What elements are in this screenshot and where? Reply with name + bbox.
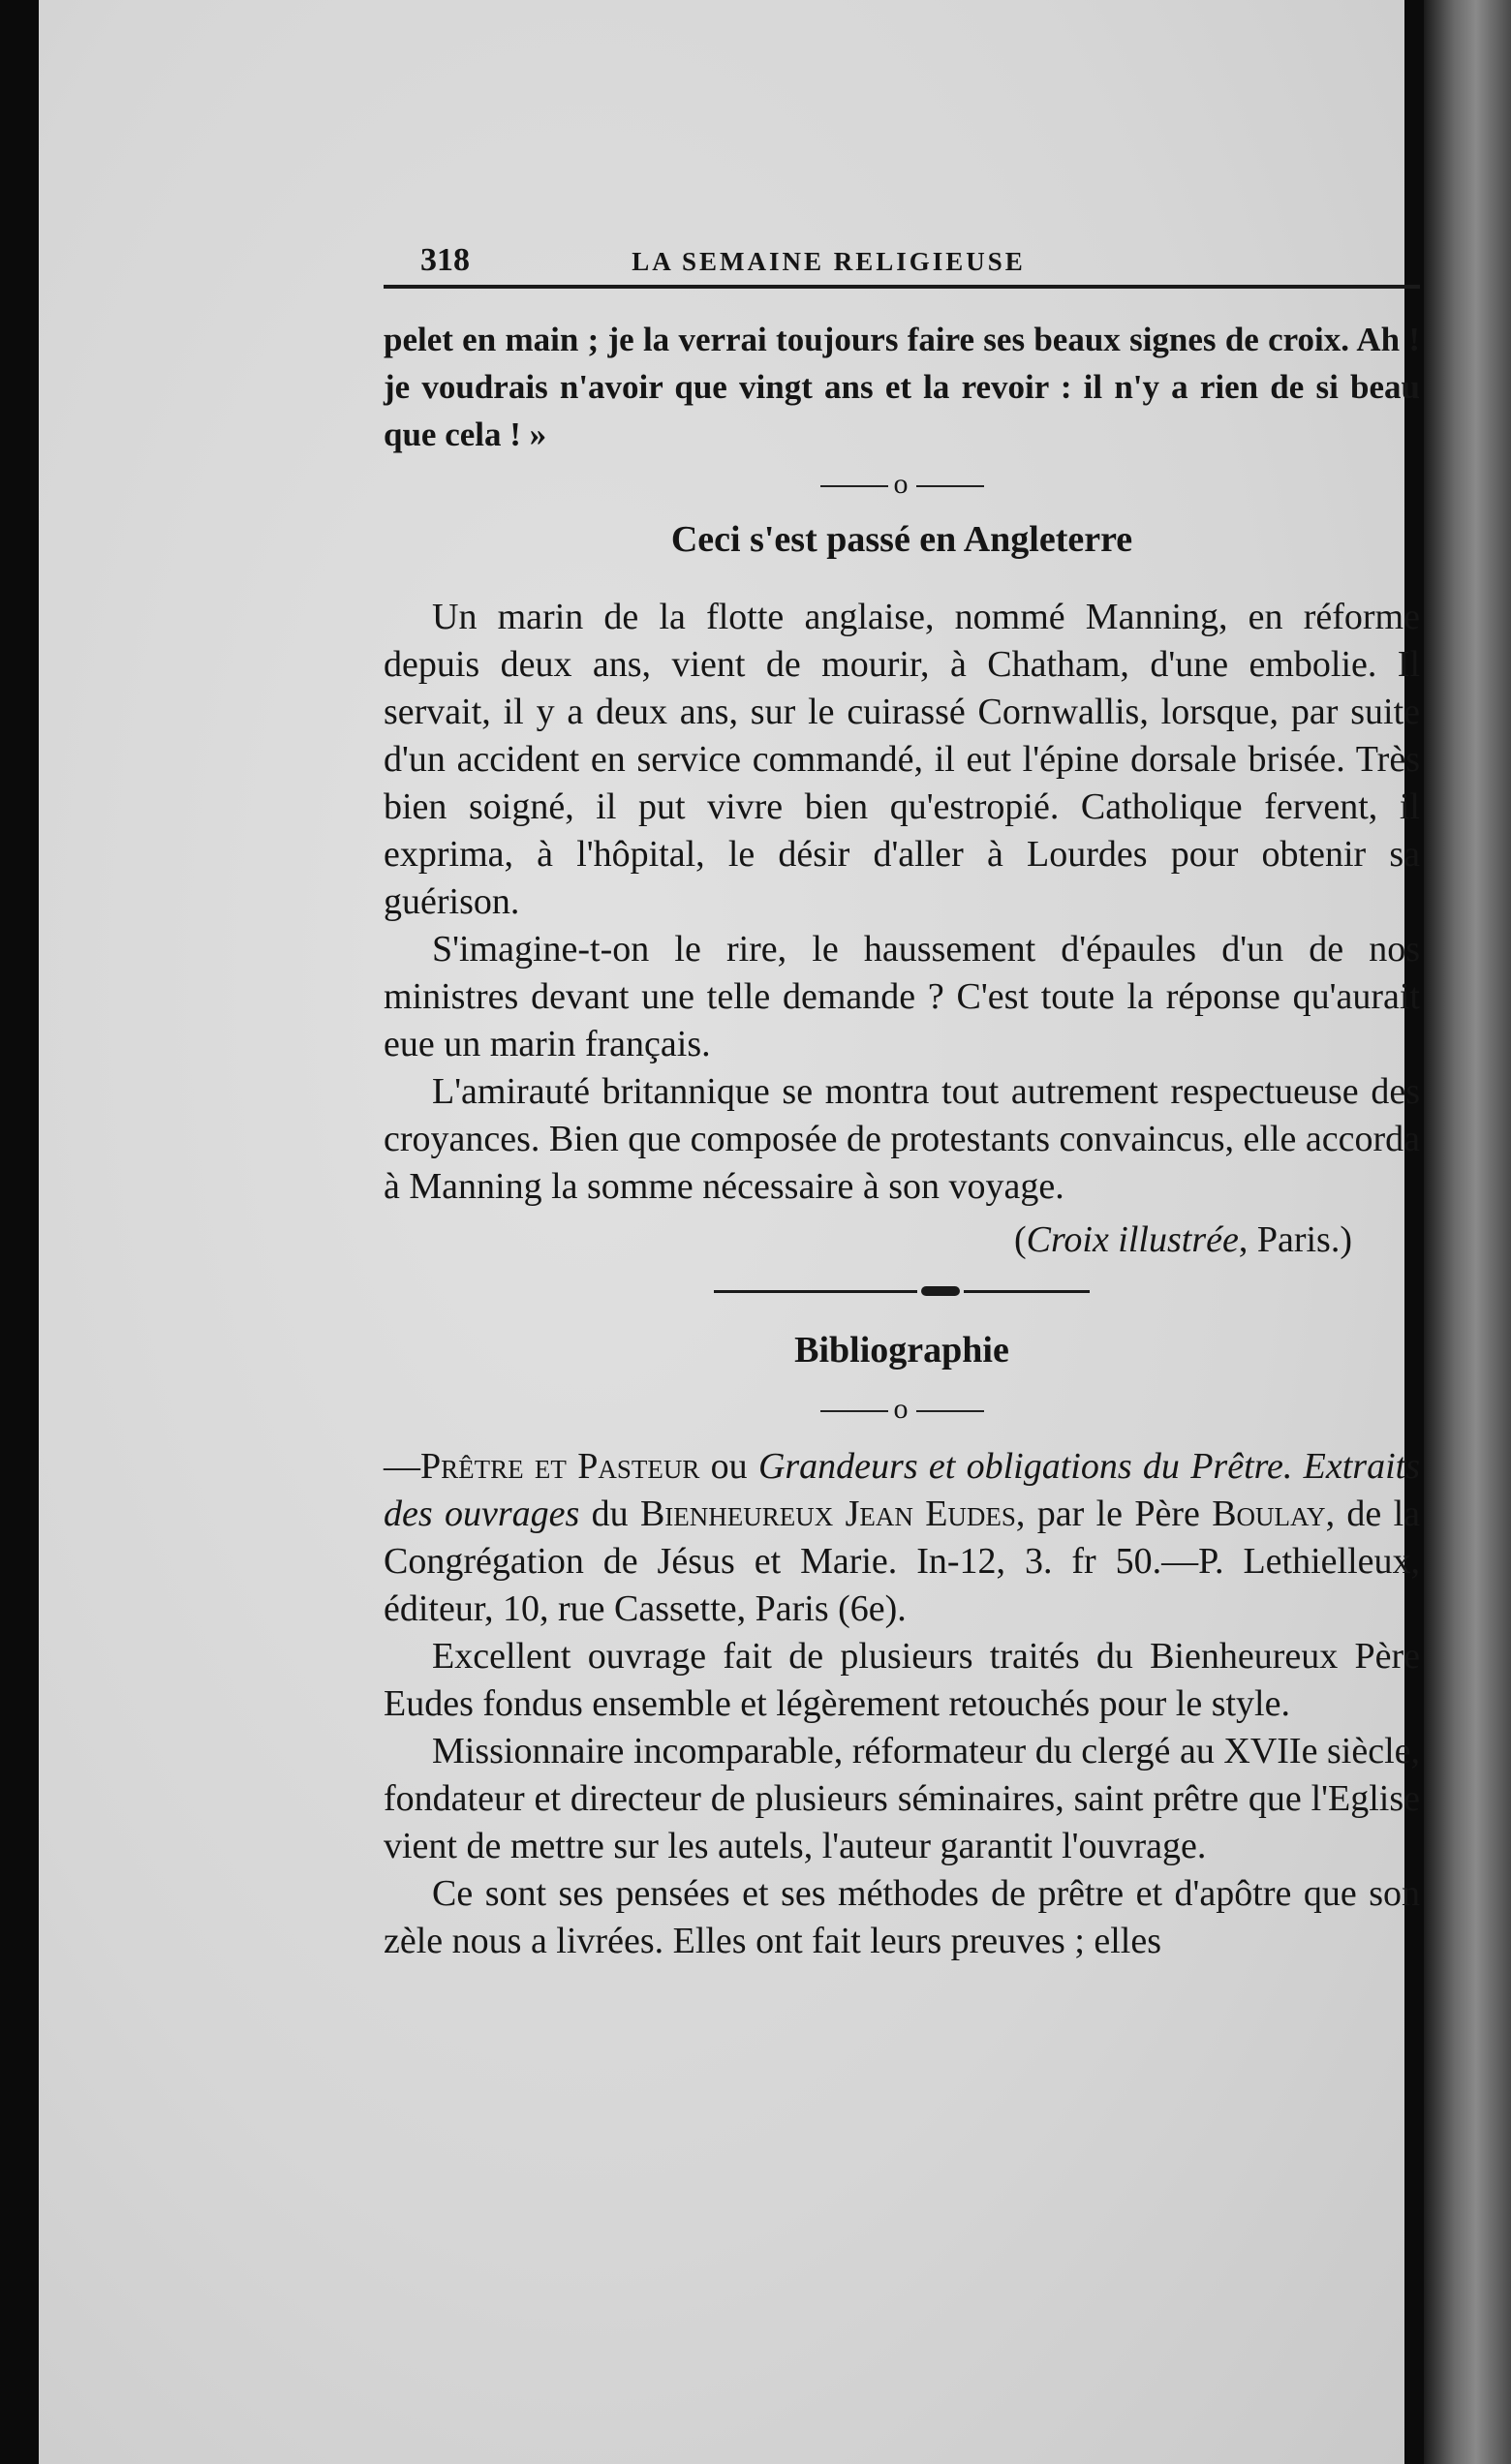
book-editor: Boulay (1212, 1494, 1326, 1534)
article-title-angleterre: Ceci s'est passé en Angleterre (670, 519, 1133, 560)
source-publication: Croix illustrée (1026, 1219, 1239, 1260)
article1-paragraph-3: L'amirauté britannique se montra tout autrement respectueuse des croyances. Bien que composée de protestants convaincus, elle accorda à Manning la somme nécessaire à son voyage. (384, 1071, 1420, 1207)
bibliography-title: Bibliographie (794, 1330, 1009, 1371)
bibliography-paragraph-1: Excellent ouvrage fait de plusieurs traités du Bienheureux Père Eudes fondus ensemble et légèrement retouchés pour le style. (384, 1636, 1420, 1724)
bibliography-divider: o (384, 1393, 1420, 1426)
page-content (384, 242, 1420, 1965)
section-ornament (384, 1286, 1420, 1296)
adjacent-page-edge (1424, 0, 1511, 2464)
article1-paragraph-2: S'imagine-t-on le rire, le haussement d'épaules d'un de nos ministres devant une telle demande ? C'est toute la réponse qu'aurait eue un marin français. (384, 929, 1420, 1064)
book-page (39, 0, 1421, 2464)
continuation-paragraph: pelet en main ; je la verrai toujours faire ses beaux signes de croix. Ah ! je voudrais n'avoir que vingt ans et la revoir : il n'y a rien de si beau que cela ! » (384, 321, 1420, 453)
bibliography-paragraph-2: Missionnaire incomparable, réformateur du clergé au XVIIe siècle, fondateur et directeur de plusieurs séminaires, saint prêtre que l'Eglise vient de mettre sur les autels, l'auteur garantit l'ouvrage. (384, 1731, 1420, 1866)
article1-paragraph-1: Un marin de la flotte anglaise, nommé Manning, en réforme depuis deux ans, vient de mourir, à Chatham, d'une embolie. Il servait, il y a deux ans, sur le cuirassé Cornwallis, lorsque, par suite d'un accident en service commandé, il eut l'épine dorsale brisée. Très bien soigné, il put vivre bien qu'estropié. Catholique fervent, il exprima, à l'hôpital, le désir d'aller à Lourdes pour obtenir sa guérison. (384, 597, 1420, 922)
running-title: LA SEMAINE RELIGIEUSE (632, 247, 1026, 276)
page-number: 318 (420, 242, 470, 278)
bibliography-entry: —Prêtre et Pasteur ou Grandeurs et obligations du Prêtre. Extraits des ouvrages du Bienheureux Jean Eudes, par le Père Boulay, de la Congrégation de Jésus et Marie. In-12, 3. fr 50.—P. Lethielleux, éditeur, 10, rue Cassette, Paris (6e). (384, 1446, 1421, 1629)
bibliography-paragraph-3: Ce sont ses pensées et ses méthodes de prêtre et d'apôtre que son zèle nous a livrées. Elles ont fait leurs preuves ; elles (384, 1873, 1420, 1961)
book-subtitle: Grandeurs et obligations du Prêtre. Extraits des ouvrages (384, 1446, 1420, 1534)
small-divider: o (384, 468, 1420, 501)
running-head (384, 242, 1420, 289)
book-title: Prêtre et Pasteur (420, 1446, 700, 1487)
article1-source: (Croix illustrée, Paris.) (1014, 1219, 1352, 1260)
book-author: Bienheureux Jean Eudes (639, 1494, 1016, 1534)
